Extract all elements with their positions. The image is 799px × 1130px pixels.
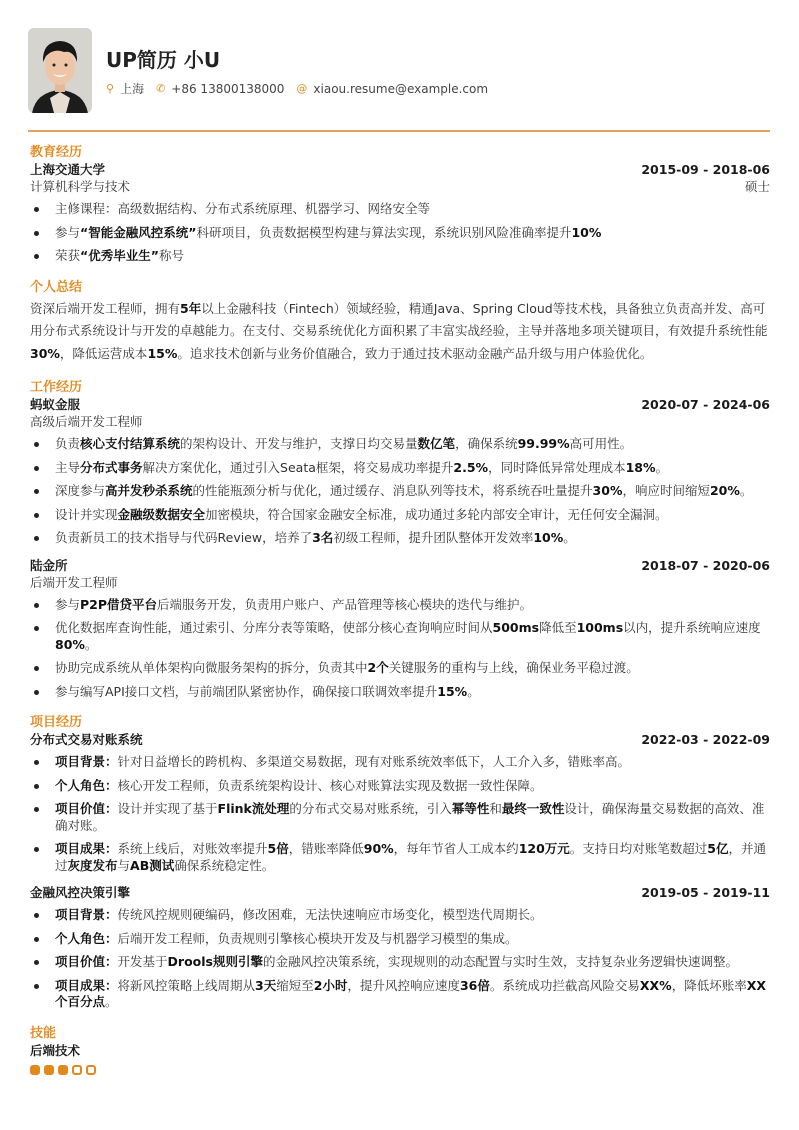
- highlight-text: 分布式事务: [80, 459, 143, 475]
- work-dates: 2020-07 - 2024-06: [641, 397, 770, 412]
- list-item: [30, 931, 770, 948]
- text-segment: 的金融风控决策系统，实现规则的动态配置与实时生效，支持复杂业务逻辑快速调整。: [262, 954, 738, 969]
- section-title: 技能: [30, 1025, 57, 1041]
- text-segment: 负责: [55, 436, 81, 451]
- text-segment: ，降低坏账率: [671, 977, 747, 993]
- text-segment: 。: [739, 483, 753, 498]
- list-item: [30, 754, 770, 771]
- text-segment: 开发基于: [117, 954, 168, 969]
- entry-header: [30, 557, 770, 574]
- job-title-row: [30, 574, 770, 591]
- highlight-text: 2个: [367, 660, 389, 675]
- filled-dot-icon: [58, 1065, 68, 1075]
- degree: 硕士: [744, 179, 770, 194]
- profile-photo: [28, 28, 92, 113]
- company-name: 陆金所: [30, 557, 68, 573]
- highlight-text: XX%: [639, 977, 672, 993]
- section-title: 工作经历: [30, 380, 83, 395]
- list-item: [30, 460, 770, 477]
- list-item: [30, 530, 770, 547]
- highlight-text: 项目成果：: [55, 841, 118, 856]
- list-item: [30, 907, 770, 924]
- highlight-text: “优秀毕业生”: [80, 248, 159, 263]
- text-segment: 降低至: [539, 620, 577, 635]
- highlight-text: Flink流处理: [217, 801, 290, 816]
- text-segment: ，降低运营成本: [59, 345, 148, 361]
- highlight-text: 10%: [571, 224, 602, 240]
- highlight-text: 项目价值：: [55, 801, 118, 816]
- work-section: [30, 379, 770, 700]
- highlight-text: 20%: [709, 483, 740, 498]
- text-segment: 荣获: [55, 248, 81, 263]
- project-bullets: [30, 907, 770, 1011]
- text-segment: 。: [655, 459, 669, 475]
- highlight-text: 高并发秒杀系统: [105, 483, 193, 498]
- text-segment: 。支持日均对账笔数超过: [569, 841, 708, 856]
- highlight-text: 5年: [180, 300, 202, 316]
- text-segment: ，每年节省人工成本约: [393, 841, 519, 856]
- text-segment: 。: [105, 994, 118, 1009]
- resume-header: [28, 28, 500, 113]
- list-item: [30, 778, 770, 795]
- email[interactable]: xiaou.resume@example.com: [313, 81, 489, 96]
- text-segment: ，错账率降低: [288, 841, 364, 856]
- text-segment: 以上金融科技（Fintech）领域经验，精通Java、Spring Cloud等技术栈，具备独立负责高并发、高可用分布式系统设计与开发的卓越能力。在支付、交易系统优化方面积累了丰富实战经验，主导并落地多项关键项目，有效提升系统性能: [30, 300, 768, 338]
- text-segment: 。: [84, 636, 98, 652]
- highlight-text: 数亿笔: [417, 436, 456, 451]
- entry-header: [30, 731, 770, 748]
- list-item: [30, 660, 770, 677]
- text-segment: 主修课程：高级数据结构、分布式系统原理、机器学习、网络安全等: [55, 201, 431, 216]
- text-segment: 协助完成系统从单体架构向微服务架构的拆分，负责其中: [55, 660, 368, 675]
- highlight-text: 核心支付结算系统: [80, 436, 181, 451]
- job-title-row: [30, 413, 770, 430]
- text-segment: 将新风控策略上线周期从: [117, 977, 256, 993]
- text-segment: ，确保系统: [455, 436, 518, 451]
- company-name: 蚂蚁金服: [30, 397, 81, 412]
- text-segment: 传统风控规则硬编码，修改困难，无法快速响应市场变化，模型迭代周期长。: [117, 907, 543, 922]
- text-segment: 。追求技术创新与业务价值融合，致力于通过技术驱动金融产品升级与用户体验优化。: [177, 345, 653, 361]
- highlight-text: 80%: [55, 636, 85, 652]
- highlight-text: 2小时: [313, 977, 348, 993]
- highlight-text: 金融级数据安全: [117, 506, 206, 522]
- filled-dot-icon: [30, 1065, 40, 1075]
- list-item: [30, 801, 770, 834]
- highlight-text: 100ms: [576, 620, 624, 635]
- empty-dot-icon: [72, 1065, 82, 1075]
- highlight-text: Drools规则引擎: [167, 954, 263, 969]
- education-bullets: [30, 201, 770, 265]
- filled-dot-icon: [44, 1065, 54, 1075]
- phone-icon: ✆: [156, 82, 166, 95]
- text-segment: 优化数据库查询性能，通过索引、分库分表等策略，使部分核心查询响应时间从: [55, 620, 493, 635]
- text-segment: 的分布式交易对账系统，引入: [289, 801, 452, 816]
- projects-section: [30, 714, 770, 1011]
- highlight-text: P2P借贷平台: [80, 596, 158, 612]
- job-title: 后端开发工程师: [30, 574, 118, 590]
- skill-level-rating: [30, 1065, 770, 1075]
- highlight-text: 99.99%: [517, 436, 570, 451]
- project-dates: 2019-05 - 2019-11: [641, 885, 770, 900]
- text-segment: 主导: [55, 459, 81, 475]
- school-name: 上海交通大学: [30, 162, 106, 177]
- text-segment: 的性能瓶颈分析与优化，通过缓存、消息队列等技术，将系统吞吐量提升: [192, 483, 593, 498]
- text-segment: 系统上线后，对账效率提升: [117, 841, 268, 856]
- highlight-text: “智能金融风控系统”: [80, 224, 197, 240]
- highlight-text: 30%: [592, 483, 623, 498]
- email-icon: @: [296, 82, 308, 95]
- entry-header: [30, 884, 770, 901]
- text-segment: 针对日益增长的跨机构、多渠道交易数据，现有对账系统效率低下，人工介入多，错账率高。: [117, 754, 631, 769]
- candidate-name: UP简历 小U: [106, 48, 221, 72]
- highlight-text: 15%: [147, 345, 178, 361]
- text-segment: ，同时降低异常处理成本: [488, 459, 626, 475]
- text-segment: 。系统成功拦截高风险交易: [489, 977, 640, 993]
- text-segment: 参与: [55, 224, 81, 240]
- list-item: [30, 225, 770, 242]
- highlight-text: 90%: [363, 841, 394, 856]
- text-segment: 。: [467, 683, 480, 699]
- text-segment: 参与编写API接口文档，与前端团队紧密协作，确保接口联调效率提升: [55, 683, 438, 699]
- list-item: [30, 954, 770, 971]
- highlight-text: 2.5%: [453, 459, 489, 475]
- highlight-text: 3天: [255, 977, 277, 993]
- text-segment: ，提升风控响应速度: [347, 977, 460, 993]
- phone: +86 13800138000: [171, 81, 285, 96]
- work-bullets: [30, 597, 770, 701]
- highlight-text: 个人角色：: [55, 777, 118, 793]
- text-segment: 确保系统稳定性。: [174, 857, 275, 873]
- list-item: [30, 436, 770, 453]
- text-segment: 缩短至: [276, 977, 314, 993]
- project-name: 分布式交易对账系统: [30, 732, 143, 747]
- highlight-text: 项目背景：: [55, 907, 118, 922]
- list-item: [30, 978, 770, 1011]
- text-segment: 后端开发工程师，负责规则引擎核心模块开发及与机器学习模型的集成。: [117, 930, 518, 946]
- highlight-text: 灰度发布: [67, 857, 118, 873]
- text-segment: 与: [117, 857, 131, 873]
- highlight-text: 个人角色：: [55, 930, 118, 946]
- list-item: [30, 248, 770, 265]
- highlight-text: 项目价值：: [55, 954, 118, 969]
- text-segment: 资深后端开发工程师，拥有: [30, 300, 181, 316]
- list-item: [30, 507, 770, 524]
- list-item: [30, 841, 770, 874]
- empty-dot-icon: [86, 1065, 96, 1075]
- text-segment: ，响应时间缩短: [622, 483, 710, 498]
- skill-name: [30, 1042, 770, 1059]
- work-entry: [30, 557, 770, 701]
- work-dates: 2018-07 - 2020-06: [641, 557, 770, 573]
- text-segment: 。: [563, 530, 576, 545]
- education-dates: 2015-09 - 2018-06: [641, 162, 770, 177]
- text-segment: 参与: [55, 596, 81, 612]
- section-title: 教育经历: [30, 145, 83, 160]
- summary-text: [30, 298, 770, 366]
- highlight-text: 幂等性: [451, 801, 490, 816]
- work-entry: [30, 396, 770, 547]
- resume-body: [30, 144, 770, 1089]
- text-segment: ，并通过: [55, 841, 767, 873]
- entry-header: [30, 396, 770, 413]
- text-segment: 设计并实现了基于: [117, 801, 218, 816]
- text-segment: 以内，提升系统响应速度: [623, 620, 761, 635]
- text-segment: 解决方案优化，通过引入Seata框架，将交易成功率提升: [142, 459, 454, 475]
- text-segment: 高可用性。: [569, 436, 633, 451]
- highlight-text: 15%: [437, 683, 468, 699]
- text-segment: 关键服务的重构与上线，确保业务平稳过渡。: [388, 660, 639, 675]
- highlight-text: 18%: [625, 459, 656, 475]
- highlight-text: 30%: [30, 345, 60, 361]
- header-divider: [28, 130, 770, 132]
- text-segment: 科研项目，负责数据模型构建与算法实现，系统识别风险准确率提升: [196, 224, 572, 240]
- highlight-text: 5倍: [267, 841, 289, 856]
- skills-section: [30, 1025, 770, 1075]
- highlight-text: 最终一致性: [501, 801, 565, 816]
- highlight-text: 500ms: [492, 620, 540, 635]
- highlight-text: AB测试: [130, 857, 175, 873]
- text-segment: 设计并实现: [55, 506, 118, 522]
- list-item: [30, 684, 770, 701]
- summary-section: [30, 279, 770, 366]
- section-title: 项目经历: [30, 715, 83, 730]
- text-segment: 后端服务开发，负责用户账户、产品管理等核心模块的迭代与维护。: [157, 596, 533, 612]
- skill-label: 后端技术: [30, 1042, 81, 1058]
- highlight-text: 10%: [533, 530, 564, 545]
- project-entry: [30, 884, 770, 1011]
- highlight-text: XX个百分点: [55, 977, 766, 1009]
- highlight-text: 36倍: [459, 977, 490, 993]
- list-item: [30, 483, 770, 500]
- work-bullets: [30, 436, 770, 547]
- text-segment: 初级工程师，提升团队整体开发效率: [333, 530, 534, 545]
- highlight-text: 3名: [312, 530, 334, 545]
- text-segment: 核心开发工程师，负责系统架构设计、核心对账算法实现及数据一致性保障。: [117, 777, 543, 793]
- project-dates: 2022-03 - 2022-09: [641, 732, 770, 747]
- highlight-text: 项目成果：: [55, 977, 118, 993]
- education-section: [30, 144, 770, 265]
- list-item: [30, 201, 770, 218]
- text-segment: 深度参与: [55, 483, 106, 498]
- project-bullets: [30, 754, 770, 874]
- text-segment: 和: [489, 801, 502, 816]
- text-segment: 加密模块，符合国家金融安全标准，成功通过多轮内部安全审计，无任何安全漏洞。: [205, 506, 668, 522]
- list-item: [30, 597, 770, 614]
- major: 计算机科学与技术: [30, 179, 131, 194]
- text-segment: 的架构设计、开发与维护，支撑日均交易量: [180, 436, 418, 451]
- project-name: 金融风控决策引擎: [30, 885, 131, 900]
- highlight-text: 120万元: [518, 841, 570, 856]
- project-entry: [30, 731, 770, 874]
- highlight-text: 项目背景：: [55, 754, 118, 769]
- list-item: [30, 620, 770, 653]
- job-title: 高级后端开发工程师: [30, 414, 143, 429]
- highlight-text: 5亿: [707, 841, 729, 856]
- location-pin-icon: ⚲: [106, 82, 115, 95]
- text-segment: 负责新员工的技术指导与代码Review，培养了: [55, 530, 313, 545]
- contact-info: [106, 80, 500, 97]
- text-segment: 设计，确保海量交易数据的高效、准确对账。: [55, 801, 765, 833]
- section-title: 个人总结: [30, 279, 83, 295]
- text-segment: 称号: [158, 248, 184, 263]
- location: 上海: [120, 82, 145, 96]
